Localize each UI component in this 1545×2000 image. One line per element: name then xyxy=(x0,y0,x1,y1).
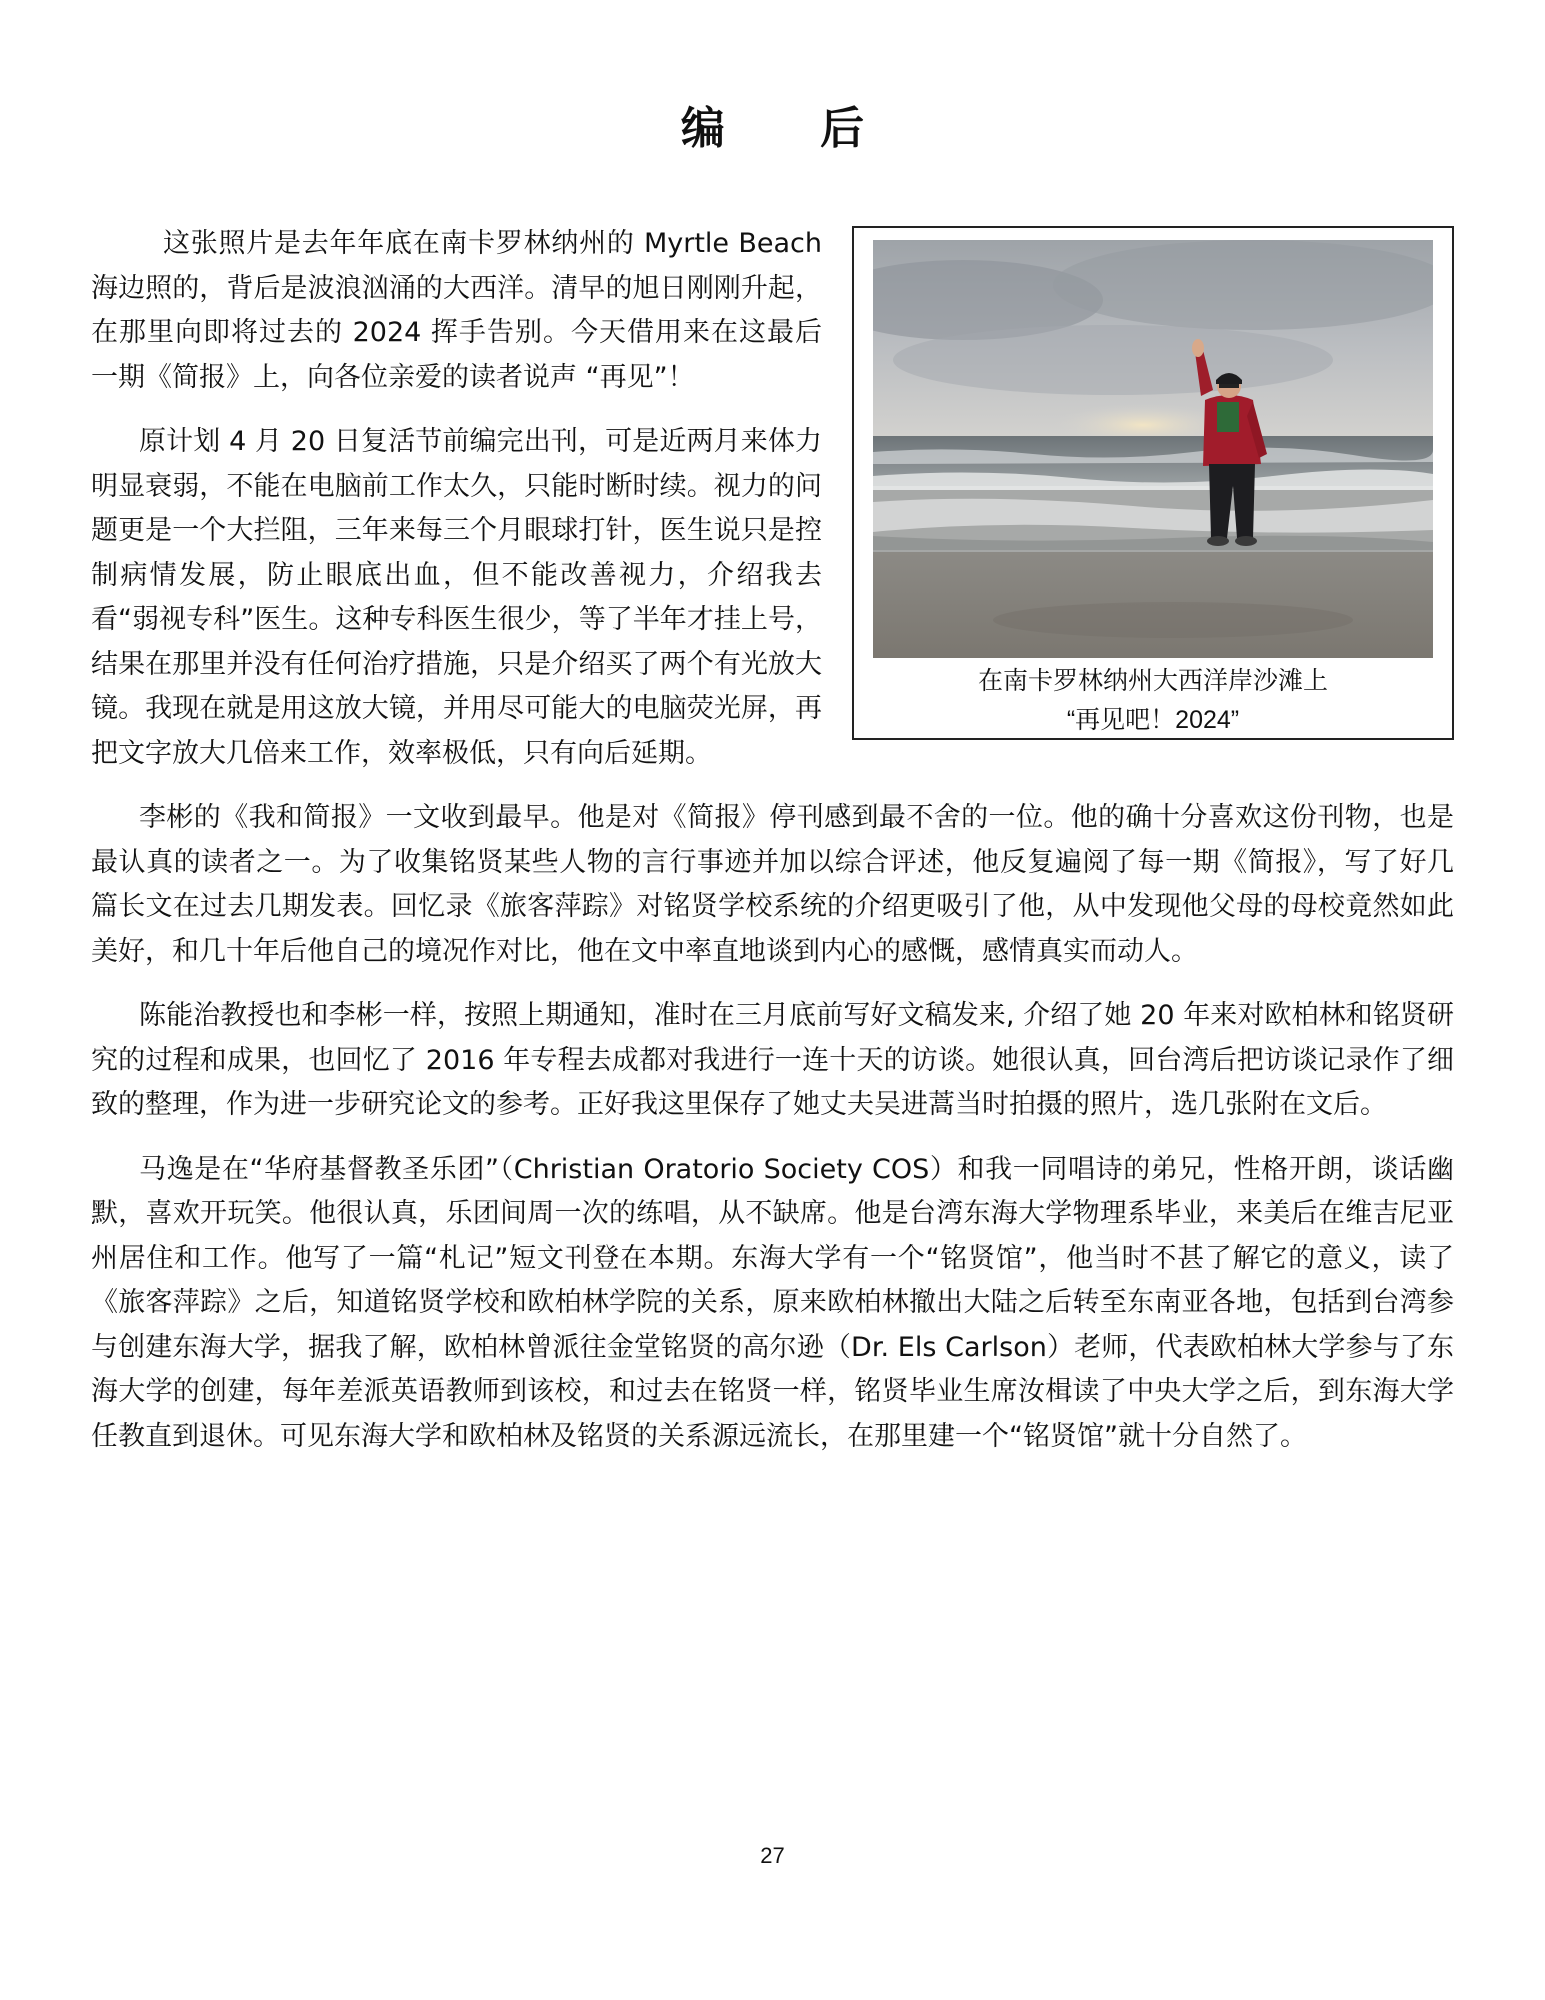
beach-photo xyxy=(873,240,1433,658)
photo-caption xyxy=(854,662,1452,740)
paragraph-3: 李彬的《我和简报》一文收到最早。他是对《简报》停刊感到最不舍的一位。他的确十分喜欢这份刊物，也是最认真的读者之一。为了收集铭贤某些人物的言行事迹并加以综合评述，他反复遍阅了每一期《简报》，写了好几篇长文在过去几期发表。回忆录《旅客萍踪》对铭贤学校系统的介绍更吸引了他，从中发现他父母的母校竟然如此美好，和几十年后他自己的境况作对比，他在文中率直地谈到内心的感慨，感情真实而动人。 xyxy=(91,802,1454,967)
paragraph-5: 马逸是在“华府基督教圣乐团”（Christian Oratorio Society COS）和我一同唱诗的弟兄，性格开朗，谈话幽默，喜欢开玩笑。他很认真，乐团间周一次的练唱，从不缺席。他是台湾东海大学物理系毕业，来美后在维吉尼亚州居住和工作。他写了一篇“札记”短文刊登在本期。东海大学有一个“铭贤馆”，他当时不甚了解它的意义，读了《旅客萍踪》之后，知道铭贤学校和欧柏林学院的关系，原来欧柏林撤出大陆之后转至东南亚各地，包括到台湾参与创建东海大学，据我了解，欧柏林曾派往金堂铭贤的高尔逊（Dr. Els Carlson）老师，代表欧柏林大学参与了东海大学的创建，每年差派英语教师到该校，和过去在铭贤一样，铭贤毕业生席汝楫读了中央大学之后，到东海大学任教直到退休。可见东海大学和欧柏林及铭贤的关系源远流长，在那里建一个“铭贤馆”就十分自然了。 xyxy=(91,1153,1454,1452)
paragraph-1: 这张照片是去年年底在南卡罗林纳州的 Myrtle Beach 海边照的，背后是波浪汹涌的大西洋。清早的旭日刚刚升起，在那里向即将过去的 2024 挥手告别。今天借用来在这最后一期《简报》上，向各位亲爱的读者说声 “再见”！ xyxy=(91,228,822,393)
photo-figure xyxy=(852,226,1454,740)
caption-line-2: “再见吧！2024” xyxy=(1066,706,1240,734)
page-title: 编 后 xyxy=(680,103,905,154)
paragraph-2: 原计划 4 月 20 日复活节前编完出刊，可是近两月来体力明显衰弱，不能在电脑前工作太久，只能时断时续。视力的问题更是一个大拦阻，三年来每三个月眼球打针，医生说只是控制病情发展，防止眼底出血，但不能改善视力，介绍我去看“弱视专科”医生。这种专科医生很少，等了半年才挂上号，结果在那里并没有任何治疗措施，只是介绍买了两个有光放大镜。我现在就是用这放大镜，并用尽可能大的电脑荧光屏，再把文字放大几倍来工作，效率极低，只有向后延期。 xyxy=(91,426,822,769)
paragraph-4: 陈能治教授也和李彬一样，按照上期通知，准时在三月底前写好文稿发来, 介绍了她 20 年来对欧柏林和铭贤研究的过程和成果，也回忆了 2016 年专程去成都对我进行一连十天的访谈。她很认真，回台湾后把访谈记录作了细致的整理，作为进一步研究论文的参考。正好我这里保存了她丈夫吴进蒿当时拍摄的照片，选几张附在文后。 xyxy=(91,1000,1454,1120)
article-body xyxy=(91,222,1454,1479)
caption-line-1: 在南卡罗林纳州大西洋岸沙滩上 xyxy=(977,667,1328,695)
page-number: 27 xyxy=(760,1843,785,1868)
